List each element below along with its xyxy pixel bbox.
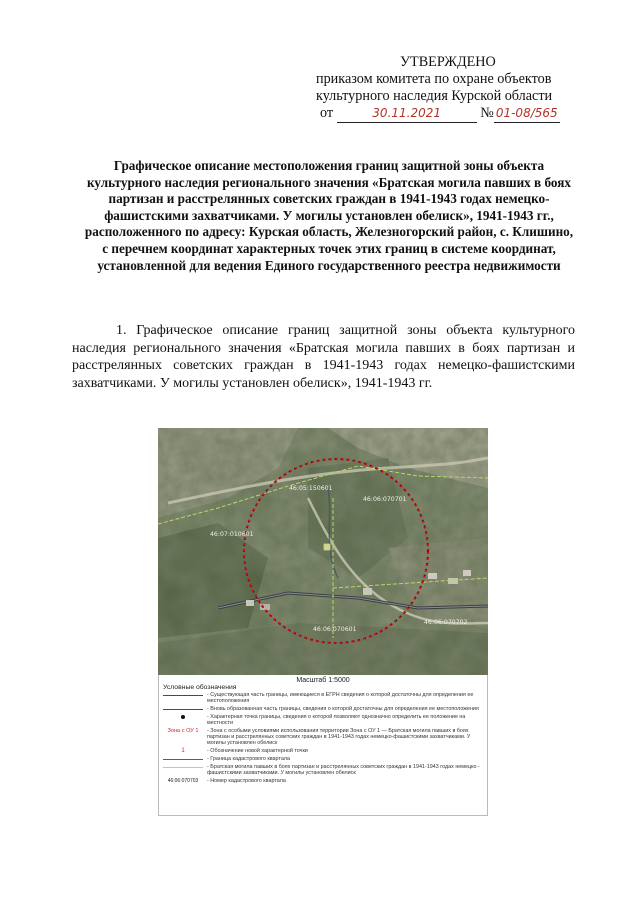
legend-row <box>159 714 487 727</box>
map-scale: Масштаб 1:5000 <box>296 677 350 684</box>
legend-symbol-zone <box>159 728 207 735</box>
approval-date-number-line <box>300 105 590 123</box>
paragraph-number: 1. <box>116 323 127 338</box>
cadastral-label: 46:06:070701 <box>363 496 407 503</box>
paragraph-1 <box>72 322 575 392</box>
legend-zone-label: Зона с ОУ 1 <box>167 727 199 734</box>
legend-title: Условные обозначения <box>163 684 237 691</box>
legend-row <box>159 778 487 785</box>
legend-quarter-number: 46:06:070703 <box>167 777 199 784</box>
building <box>428 573 437 579</box>
cadastral-label: 46:07:010601 <box>210 531 254 538</box>
legend-text: - Братская могила павших в боях партизан и расстрелянных советских граждан в 1941-1943 годах немецко - фашистскими захватчиками. У могилы установлен обелиск <box>207 763 480 777</box>
legend-row <box>159 748 487 755</box>
legend-row <box>159 728 487 747</box>
legend-text: - Вновь образованная часть границы, сведения о которой достаточны для определения ее местоположения <box>207 705 479 712</box>
cadastral-label: 46:06:070702 <box>424 619 468 626</box>
approval-authority-line: культурного наследия Курской области <box>316 88 553 104</box>
legend-text: - Зона с особыми условиями использования территории Зона с ОУ 1 — Братская могила павших в боях партизан и расстрелянных советских граждан в 1941-1943 годах немецко-фашистскими захватчиками. У могилы установлен обелиск <box>207 727 471 747</box>
handwritten-date: 30.11.2021 <box>337 105 477 123</box>
map-legend <box>158 675 488 816</box>
building <box>246 600 254 606</box>
legend-symbol-quarter-boundary <box>159 756 207 763</box>
paragraph-text: Графическое описание границ защитной зоны объекта культурного наследия регионального значения «Братская могила павших в боях партизан и расстрелянных советских граждан в 1941-1943 годах немецко-фашистскими захватчиками. У могилы установлен обелиск», 1941-1943 гг. <box>72 323 575 391</box>
approval-stamp <box>300 54 590 123</box>
map-canvas <box>158 428 488 675</box>
legend-point-label: 1 <box>181 748 185 755</box>
cadastral-label: 46:05:150601 <box>289 485 333 492</box>
mass-grave-object <box>324 544 330 550</box>
legend-symbol-existing-boundary <box>159 692 207 699</box>
legend-text: - Граница кадастрового квартала <box>207 755 290 762</box>
legend-text: - Номер кадастрового квартала <box>207 777 286 784</box>
approval-heading: УТВЕРЖДЕНО <box>400 54 496 70</box>
document-title: Графическое описание местоположения границ защитной зоны объекта культурного наследия регионального значения «Братская могила павших в боях партизан и расстрелянных советских граждан в 1941-1943 годах немецко-фашистскими захватчиками. У могилы установлен обелиск», 1941-1943 гг., расположенного по адресу: Курская область, Железногорский район, с. Клишино, с перечнем координат характерных точек этих границ в системе координат, установленной для ведения Единого государственного реестра недвижимости <box>84 158 574 273</box>
legend-row <box>159 756 487 763</box>
building <box>463 570 471 576</box>
legend-symbol-grave-object <box>159 764 207 771</box>
building <box>260 604 270 610</box>
legend-text: - Существующая часть границы, имеющиеся в ЕГРН сведения о которой достаточны для определения ее местоположения <box>207 692 474 705</box>
legend-symbol-quarter-number <box>159 778 207 785</box>
building <box>448 578 458 584</box>
legend-row <box>159 706 487 713</box>
from-label: от <box>320 105 334 121</box>
legend-symbol-new-point <box>159 748 207 755</box>
legend-text: - Характерная точка границы, сведения о которой позволяют однозначно определить ее положение на местности <box>207 713 466 727</box>
approval-order-line: приказом комитета по охране объектов <box>316 71 552 87</box>
legend-symbol-characteristic-point <box>159 714 207 721</box>
handwritten-number: 01-08/565 <box>494 105 560 123</box>
legend-row <box>159 692 487 705</box>
legend-symbol-new-boundary <box>159 706 207 713</box>
building <box>363 588 372 595</box>
satellite-map <box>158 428 488 675</box>
number-label: № <box>480 105 494 121</box>
cadastral-label: 46:06:070601 <box>313 626 357 633</box>
legend-text: - Обозначение новой характерной точки <box>207 747 308 754</box>
legend-row <box>159 764 487 777</box>
